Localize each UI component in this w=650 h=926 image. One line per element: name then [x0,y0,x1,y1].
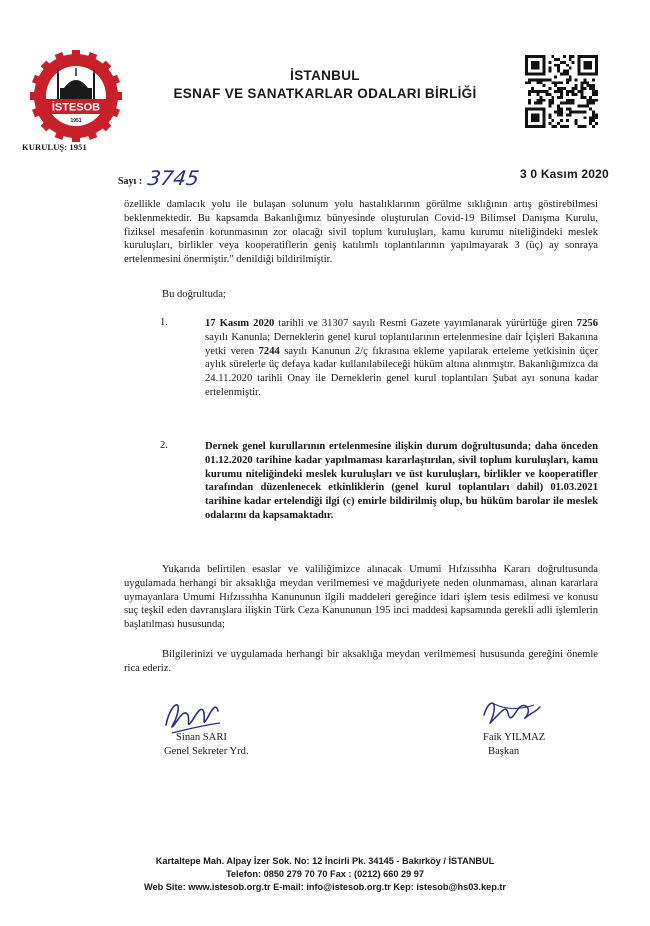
signature-right [474,693,544,733]
footer-address: Kartaltepe Mah. Alpay İzer Sok. No: 12 İncirli Pk. 34145 - Bakırköy / İSTANBUL [155,856,495,866]
qr-code [525,55,598,128]
item-2-number: 2. [160,440,168,451]
logo-year: 1951 [70,118,82,124]
item-1-text: 17 Kasım 2020 tarihli ve 31307 sayılı Resmi Gazete yayımlanarak yürürlüğe giren 7256 sayılı Kanunla; Derneklerin genel kurul toplantılarının ertelenmesine dair İçişleri Bakanına yetki veren 7244 sayılı Kanunun 2/ç fıkrasına ekleme yapılarak erteleme yetkisinin üçer aylık sürelerle üç defaya kadar kullanılabileceği hüküm altına alınmıştır. Bakanlığımızca da 24.11.2020 tarihli Onay ile Derneklerin genel kurul toplantıları Şubat ayı sonuna kadar ertelenmiştir. [205,318,598,398]
logo-text: İSTESOB [51,101,101,114]
sayi-label: Sayı : [118,176,143,187]
item-2-text: Dernek genel kurullarının ertelenmesine ilişkin durum doğrultusunda; daha önceden 01.12.2020 tarihine kadar yapılmaması kararlaştırılan, sivil toplum kuruluşları, kamu kurumu niteliğindeki meslek kuruluşları ve üst kuruluşları, birlikler ve kooperatifler tarafından düzenlenecek etkinliklerin (genel kurul toplantıları dahil) 01.03.2021 tarihine kadar ertelendiği ilgi (c) emirle bildirilmiş olup, bu hüküm barolar ile meslek odalarını da kapsamaktadır. [205,441,598,521]
intro-line: Bu doğrultuda; [162,289,226,300]
sayi-number: 3745 [146,166,201,190]
document-date: 3 0 Kasım 2020 [520,167,609,181]
footer-phone: Telefon: 0850 279 70 70 Fax : (0212) 660 29 97 [226,869,424,879]
signatory-right-title: Başkan [488,746,520,757]
signatory-right-name: Faik YILMAZ [483,732,546,743]
paragraph-1: özellikle damlacık yolu ile bulaşan solunum yolu hastalıklarının görülme sıklığının artış göstirebilmesi beklenmektedir. Bu kapsamda Bakanlığımız bünyesinde oluşturulan Covid-19 Bilimsel Danışma Kurulu, fiziksel mesafenin korunmasının zor olacağı sivil toplum kuruluşları, kamu kurumu niteliğindeki meslek kuruluşları, birlikler veya kooperatiflerin geniş katılımlı toplantılarının yapılmayarak 3 (üç) ay sonraya ertelenmesini önermiştir." denildiği bildirilmiştir. [124,199,598,266]
paragraph-3: Yukarıda belirtilen esaslar ve valiliğimizce alınacak Umumi Hıfzıssıhha Kararı doğrultusunda uygulamada herhangi bir aksaklığa meydan verilmemesi ve mağduriyete neden olunmaması, alınan kararlara uymayanlara Umumi Hıfzıssıhha Kanununun ilgili maddeleri gereğince idari işlem tesis edilmesi ve konusu suç teşkil eden davranışlara ilişkin Türk Ceza Kanununun 195 inci maddesi kapsamında gerekli adli işlemlerin başlatılması hususunda; [124,564,598,631]
signature-left [158,695,238,737]
item-1-number: 1. [160,317,168,328]
org-name-line1: İSTANBUL [290,68,360,83]
signatory-left-name: Sinan SARI [176,732,227,743]
founded-label: KURULUŞ: 1951 [22,142,87,152]
paragraph-4: Bilgilerinizi ve uygulamada herhangi bir aksaklığa meydan verilmemesi hususunda gereğini önemle rica ederiz. [124,649,598,674]
org-name-line2: ESNAF VE SANATKARLAR ODALARI BİRLİĞİ [173,86,477,101]
footer-web: Web Site: www.istesob.org.tr E-mail: info@istesob.org.tr Kep: istesob@hs03.kep.tr [144,882,506,892]
signatory-left-title: Genel Sekreter Yrd. [164,746,249,757]
